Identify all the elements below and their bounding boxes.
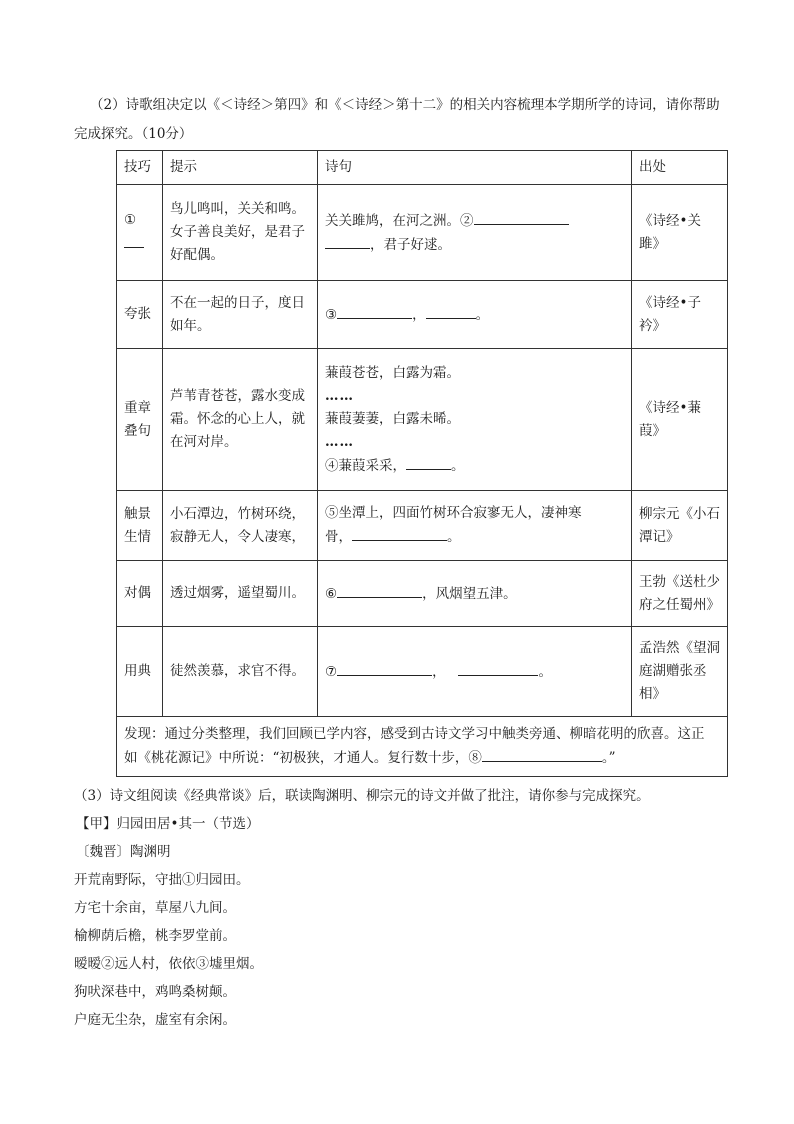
answer-blank-6[interactable] xyxy=(337,582,422,598)
hint-cell: 透过烟雾，遥望蜀川。 xyxy=(163,561,318,627)
discovery-row xyxy=(117,717,728,777)
source-cell: 《诗经•关雎》 xyxy=(632,185,728,281)
poetry-table xyxy=(116,150,728,777)
source-cell: 柳宗元《小石潭记》 xyxy=(632,491,728,561)
poem-line: 开荒南野际，守拙①归园田。 xyxy=(74,872,250,888)
question-2-line-1: （2）诗歌组决定以《＜诗经＞第四》和《＜诗经＞第十二》的相关内容梳理本学期所学的诗词，请你帮助 xyxy=(90,97,720,113)
answer-blank-1[interactable] xyxy=(124,232,144,248)
technique-cell: ① xyxy=(117,185,163,281)
source-cell: 王勃《送杜少府之任蜀州》 xyxy=(632,561,728,627)
technique-cell: 用典 xyxy=(117,627,163,717)
verse-cell: ⑦ ， 。 xyxy=(318,627,632,717)
technique-cell: 重章叠句 xyxy=(117,349,163,491)
question-3: （3）诗文组阅读《经典常谈》后，联读陶渊明、柳宗元的诗文并做了批注，请你参与完成探究。 xyxy=(74,788,650,804)
answer-blank-7b[interactable] xyxy=(458,660,538,676)
poem-author: 〔魏晋〕陶渊明 xyxy=(76,844,171,860)
header-verse: 诗句 xyxy=(318,151,632,185)
answer-blank-5[interactable] xyxy=(352,525,447,541)
verse-cell: 蒹葭苍苍，白露为霜。 …… 蒹葭萋萋，白露未晞。 …… ④蒹葭采采， 。 xyxy=(318,349,632,491)
poem-line: 狗吠深巷中，鸡鸣桑树颠。 xyxy=(74,984,236,1000)
table-row xyxy=(117,561,728,627)
answer-blank-3a[interactable] xyxy=(337,303,412,319)
poem-line: 方宅十余亩，草屋八九间。 xyxy=(74,900,236,916)
table-row xyxy=(117,281,728,349)
hint-cell: 不在一起的日子，度日如年。 xyxy=(163,281,318,349)
technique-cell: 夸张 xyxy=(117,281,163,349)
poem-line: 暧暧②远人村，依依③墟里烟。 xyxy=(74,956,263,972)
source-cell: 《诗经•子衿》 xyxy=(632,281,728,349)
source-cell: 《诗经•蒹葭》 xyxy=(632,349,728,491)
table-header-row xyxy=(117,151,728,185)
hint-cell: 徒然羡慕，求官不得。 xyxy=(163,627,318,717)
poem-line: 户庭无尘杂，虚室有余闲。 xyxy=(74,1012,236,1028)
poem-line: 榆柳荫后檐，桃李罗堂前。 xyxy=(74,928,236,944)
header-technique: 技巧 xyxy=(117,151,163,185)
verse-cell: 关关雎鸠，在河之洲。② ，君子好逑。 xyxy=(318,185,632,281)
technique-cell: 触景生情 xyxy=(117,491,163,561)
hint-cell: 小石潭边，竹树环绕，寂静无人，令人凄寒， xyxy=(163,491,318,561)
table-row xyxy=(117,185,728,281)
table-row xyxy=(117,627,728,717)
technique-cell: 对偶 xyxy=(117,561,163,627)
verse-cell: ⑤坐潭上，四面竹树环合寂寥无人，凄神寒 骨， 。 xyxy=(318,491,632,561)
poem-title: 【甲】归园田居•其一（节选） xyxy=(76,816,260,832)
hint-cell: 鸟儿鸣叫，关关和鸣。女子善良美好，是君子好配偶。 xyxy=(163,185,318,281)
verse-cell: ③ ， 。 xyxy=(318,281,632,349)
table-row xyxy=(117,349,728,491)
discovery-cell: 发现：通过分类整理，我们回顾已学内容，感受到古诗文学习中触类旁通、柳暗花明的欣喜。这正 如《桃花源记》中所说：“初极狭，才通人。复行数十步，⑧ 。” xyxy=(117,717,728,777)
question-2-line-2: 完成探究。（10分） xyxy=(74,126,193,142)
header-source: 出处 xyxy=(632,151,728,185)
answer-blank-2a[interactable] xyxy=(474,209,569,225)
source-cell: 孟浩然《望洞庭湖赠张丞相》 xyxy=(632,627,728,717)
answer-blank-7a[interactable] xyxy=(337,660,432,676)
table-row xyxy=(117,491,728,561)
answer-blank-8[interactable] xyxy=(482,746,602,762)
answer-blank-2b[interactable] xyxy=(325,233,370,249)
hint-cell: 芦苇青苍苍，露水变成霜。怀念的心上人，就在河对岸。 xyxy=(163,349,318,491)
answer-blank-4[interactable] xyxy=(406,454,451,470)
header-hint: 提示 xyxy=(163,151,318,185)
answer-blank-3b[interactable] xyxy=(426,303,476,319)
verse-cell: ⑥ ，风烟望五津。 xyxy=(318,561,632,627)
